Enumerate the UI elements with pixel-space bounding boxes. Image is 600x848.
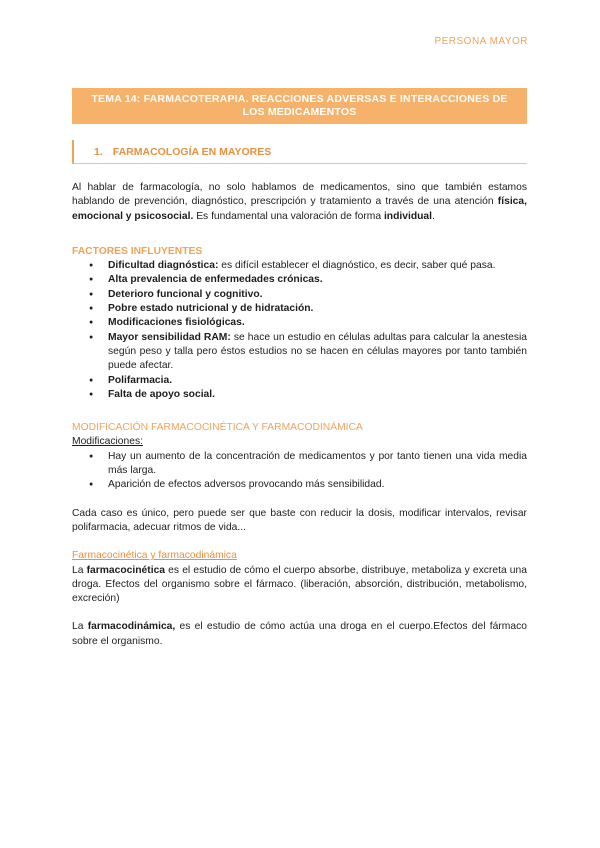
list-item [72,288,527,302]
para-text: La [72,564,87,576]
item-bold: Deterioro funcional y cognitivo. [108,288,263,300]
farmaco-link[interactable]: Farmacocinética y farmacodinámica [72,550,237,562]
section-title: FARMACOLOGÍA EN MAYORES [112,145,272,158]
para-bold: farmacocinética [86,564,166,576]
item-bold: Falta de apoyo social. [108,388,216,400]
list-item [72,259,527,273]
factores-list [72,259,527,402]
factores-heading: FACTORES INFLUYENTES [72,245,203,257]
para-bold: farmacodinámica, [87,621,176,633]
farmacodinamica-paragraph [72,620,527,649]
para-text: La [72,621,88,633]
farmaco-link-title[interactable] [72,549,527,563]
list-item [72,273,527,287]
item-bold: Alta prevalencia de enfermedades crónicas. [108,274,323,286]
item-bold: Mayor sensibilidad RAM: [108,331,231,343]
cada-caso-paragraph: Cada caso es único, pero puede ser que baste con reducir la dosis, modificar intervalos, revisar polifarmacia, adecuar ritmos de vida... [72,507,527,533]
intro-text: Es fundamental una valoración de forma [193,210,384,222]
intro-text: . [432,210,435,222]
list-item [72,316,527,330]
list-item [72,302,527,316]
topic-title [91,93,507,119]
intro-paragraph [72,181,527,224]
topic-title-banner [72,88,527,124]
topic-title-line-2: LOS MEDICAMENTOS [242,106,357,118]
list-item [72,374,527,388]
modificaciones-label: Modificaciones: [72,436,143,448]
item-bold: Pobre estado nutricional y de hidratación. [108,303,314,315]
item-bold: Polifarmacia. [108,374,173,386]
header-tag: PERSONA MAYOR [434,36,528,47]
intro-bold: física, emocional y psicosocial. [72,196,527,222]
list-item: ● Hay un aumento de la concentración de medicamentos y por tanto tienen una vida media más larga. [72,450,527,479]
intro-text: Al hablar de farmacología, no solo hablamos de medicamentos, sino que también estamos hablando de prevención, diagnóstico, prescripción y tratamiento a través de una atención [72,182,527,208]
list-item: ● Aparición de efectos adversos provocando más sensibilidad. [72,478,527,492]
para-text: es el estudio de cómo actúa una droga en el cuerpo.Efectos del fármaco sobre el organismo. [72,621,527,647]
modificaciones-list [72,450,527,493]
item-text: se hace un estudio en células adultas para calcular la anestesia según peso y talla pero éstos estudios no se hacen en células mayores por tanto también puede afectar. [108,331,527,372]
item-text: es difícil establecer el diagnóstico, es decir, saber qué pasa. [218,260,496,272]
section-number: 1. [94,145,103,158]
modificacion-heading: MODIFICACIÓN FARMACOCINÉTICA Y FARMACODINÁMICA [72,422,363,434]
list-item [72,388,527,402]
intro-bold: individual [383,210,432,222]
topic-title-line-1: TEMA 14: FARMACOTERAPIA. REACCIONES ADVERSAS E INTERACCIONES DE [91,93,508,105]
item-bold: Dificultad diagnóstica: [108,260,219,272]
list-item [72,331,527,374]
item-bold: Modificaciones fisiológicas. [108,317,245,329]
section-heading [72,140,527,164]
farmacocinetica-paragraph [72,564,527,607]
para-text: es el estudio de cómo el cuerpo absorbe, distribuye, metaboliza y excreta una droga. Efectos del organismo sobre el fármaco. (liberación, absorción, distribución, metabolismo, excreción) [72,564,527,605]
document-body [72,181,527,649]
